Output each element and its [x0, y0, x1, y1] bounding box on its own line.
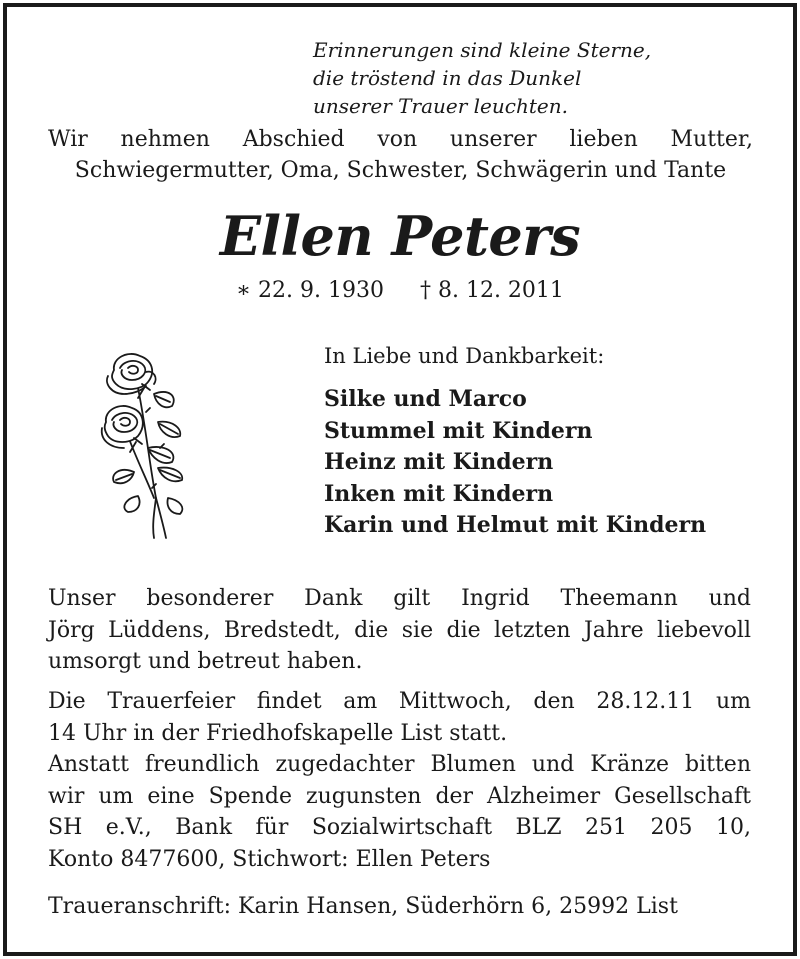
intro-line: Schwiegermutter, Oma, Schwester, Schwägerin und Tante	[74, 158, 727, 183]
paragraph-line: Konto 8477600, Stichwort: Ellen Peters	[48, 846, 491, 872]
mourner-list	[324, 384, 706, 542]
paragraph-line: Jörg Lüddens, Bredstedt, die sie die letzten Jahre liebevoll	[48, 617, 751, 643]
farewell-intro	[48, 124, 753, 186]
paragraph-line: 14 Uhr in der Friedhofskapelle List statt.	[48, 720, 508, 746]
mourner-name: Inken mit Kindern	[324, 480, 554, 507]
mourner-name: Karin und Helmut mit Kindern	[324, 512, 707, 538]
motto-line: Erinnerungen sind kleine Sterne,	[313, 38, 652, 62]
funeral-service-paragraph	[48, 686, 751, 875]
paragraph-line: wir um eine Spende zugunsten der Alzheimer Gesellschaft	[48, 783, 751, 809]
rose-icon	[98, 348, 202, 542]
mourner-name: Stummel mit Kindern	[324, 417, 593, 444]
mourner-name: Silke und Marco	[324, 386, 527, 412]
paragraph-line: umsorgt und betreut haben.	[48, 649, 363, 674]
motto-verse	[313, 36, 753, 120]
paragraph-line: Anstatt freundlich zugedachter Blumen und Kränze bitten	[48, 752, 751, 777]
gratitude-heading: In Liebe und Dankbarkeit:	[324, 344, 605, 368]
life-dates	[0, 276, 800, 306]
birth-date: ∗ 22. 9. 1930	[236, 278, 384, 303]
intro-line: Wir nehmen Abschied von unserer lieben Mutter,	[48, 127, 753, 152]
motto-line: unserer Trauer leuchten.	[313, 94, 568, 118]
gratitude-paragraph	[48, 583, 751, 678]
mourning-address	[48, 891, 751, 923]
motto-line: die tröstend in das Dunkel	[313, 66, 582, 90]
paragraph-line: Die Trauerfeier findet am Mittwoch, den 28.12.11 um	[48, 689, 751, 714]
death-date: † 8. 12. 2011	[419, 278, 564, 303]
paragraph-line: Unser besonderer Dank gilt Ingrid Theemann und	[48, 586, 751, 611]
paragraph-line: SH e.V., Bank für Sozialwirtschaft BLZ 251 205 10,	[48, 815, 751, 840]
address-line: Traueranschrift: Karin Hansen, Süderhörn 6, 25992 List	[48, 894, 678, 919]
deceased-name: Ellen Peters	[219, 204, 581, 268]
mourner-name: Heinz mit Kindern	[324, 449, 554, 475]
